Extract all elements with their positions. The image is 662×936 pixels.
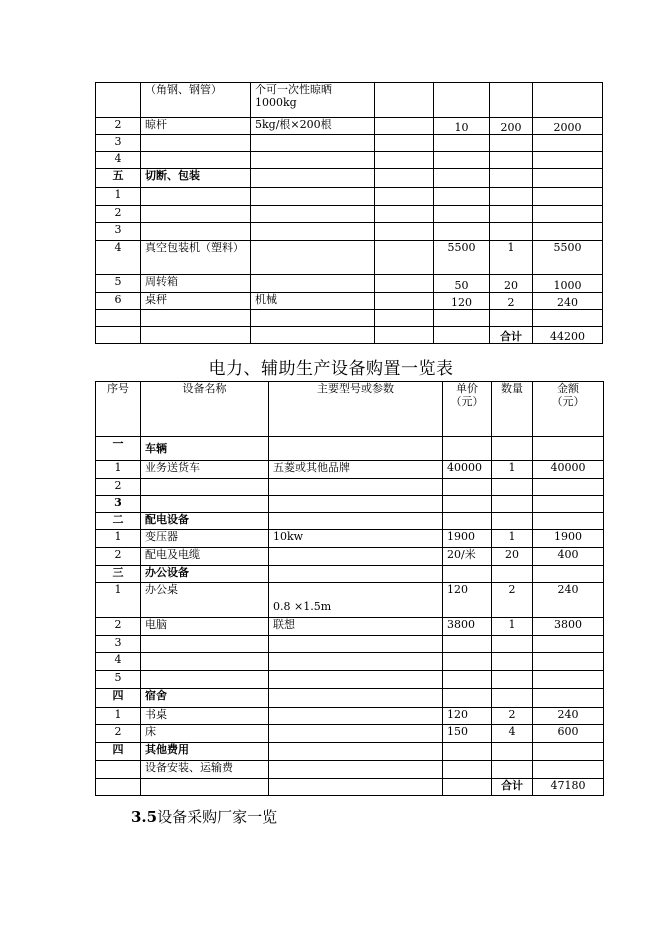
header-qty: 数量: [492, 382, 533, 437]
table-row: [96, 653, 604, 671]
cell-no: 2: [96, 206, 141, 223]
cell-price: [434, 223, 490, 241]
cell-e: [375, 169, 434, 188]
cell-qty: 2: [492, 583, 533, 618]
cell-amount: [533, 310, 603, 327]
cell-price: [434, 310, 490, 327]
table-row: [96, 725, 604, 743]
table-row: [96, 327, 603, 344]
cell-qty: [490, 169, 533, 188]
cell-spec: 五菱或其他品牌: [269, 461, 443, 479]
table-row: [96, 496, 604, 513]
header-no: 序号: [96, 382, 141, 437]
cell-spec: 个可一次性晾晒 1000kg: [251, 83, 375, 118]
cell-e: [375, 83, 434, 118]
cell-price: [434, 327, 490, 344]
cell-name: [141, 152, 251, 169]
cell-no: 2: [96, 479, 141, 496]
cell-qty: 4: [492, 725, 533, 743]
cell-spec: [269, 513, 443, 530]
cell-price: 10: [434, 118, 490, 135]
cell-no: 2: [96, 725, 141, 743]
cell-amount: 400: [533, 548, 604, 566]
cell-name: 书桌: [141, 708, 269, 725]
cell-price: 3800: [443, 618, 492, 636]
cell-no: 6: [96, 293, 141, 310]
cell-price: [443, 513, 492, 530]
table-row: [96, 206, 603, 223]
cell-name: 设备安装、运输费: [141, 761, 269, 779]
cell-qty: 20: [490, 275, 533, 293]
cell-spec: [251, 206, 375, 223]
cell-price: 120: [443, 583, 492, 618]
cell-no: 二: [96, 513, 141, 530]
cell-name: [141, 223, 251, 241]
cell-spec: [269, 689, 443, 708]
cell-spec: 0.8 ×1.5m: [269, 583, 443, 618]
cell-amount: 1900: [533, 530, 604, 548]
cell-qty: 200: [490, 118, 533, 135]
cell-amount: 2000: [533, 118, 603, 135]
cell-name: 办公设备: [141, 566, 269, 583]
cell-name: 切断、包装: [141, 169, 251, 188]
cell-spec: [251, 310, 375, 327]
cell-spec: [269, 743, 443, 761]
cell-spec: [251, 275, 375, 293]
power-equipment-table: [95, 381, 604, 796]
cell-amount: [533, 206, 603, 223]
cell-name: [141, 327, 251, 344]
section-number: 3.5: [131, 808, 158, 826]
equipment-table-continued: [95, 82, 603, 344]
cell-price: [434, 83, 490, 118]
cell-amount: 44200: [533, 327, 603, 344]
cell-qty: 20: [492, 548, 533, 566]
cell-spec: [251, 188, 375, 206]
table-row: [96, 671, 604, 689]
cell-price: 120: [443, 708, 492, 725]
cell-name: 电脑: [141, 618, 269, 636]
cell-spec: [251, 241, 375, 275]
cell-price: [443, 636, 492, 653]
table-row: [96, 461, 604, 479]
table-row: [96, 689, 604, 708]
table-row: [96, 275, 603, 293]
cell-spec: [251, 135, 375, 152]
cell-no: 4: [96, 653, 141, 671]
cell-price: [443, 761, 492, 779]
cell-amount: 40000: [533, 461, 604, 479]
cell-name: [141, 206, 251, 223]
cell-no: 3: [96, 135, 141, 152]
cell-qty: [492, 566, 533, 583]
cell-name: [141, 653, 269, 671]
cell-spec: [251, 223, 375, 241]
cell-price: 120: [434, 293, 490, 310]
cell-no: 4: [96, 241, 141, 275]
table-row: [96, 169, 603, 188]
table-row: [96, 618, 604, 636]
cell-name: 周转箱: [141, 275, 251, 293]
cell-name: [141, 636, 269, 653]
header-row: [96, 382, 604, 437]
cell-price: [443, 566, 492, 583]
cell-amount: [533, 496, 604, 513]
table-row: [96, 479, 604, 496]
cell-no: [96, 310, 141, 327]
section-heading: [131, 806, 277, 827]
cell-no: 5: [96, 275, 141, 293]
cell-price: [434, 169, 490, 188]
cell-qty: [490, 152, 533, 169]
table-row: [96, 223, 603, 241]
cell-amount: 240: [533, 708, 604, 725]
cell-spec: [269, 636, 443, 653]
table-row: [96, 548, 604, 566]
cell-spec: [251, 152, 375, 169]
cell-name: 变压器: [141, 530, 269, 548]
cell-no: 3: [96, 636, 141, 653]
table-row: [96, 708, 604, 725]
cell-no: 四: [96, 743, 141, 761]
cell-qty: [492, 743, 533, 761]
cell-e: [375, 223, 434, 241]
cell-amount: [533, 83, 603, 118]
cell-price: 1900: [443, 530, 492, 548]
cell-spec: [269, 548, 443, 566]
cell-name: [141, 779, 269, 796]
cell-qty: [490, 206, 533, 223]
cell-amount: [533, 636, 604, 653]
cell-name: [141, 135, 251, 152]
cell-price: [434, 188, 490, 206]
cell-qty: 2: [492, 708, 533, 725]
cell-name: 车辆: [141, 437, 269, 461]
cell-no: 五: [96, 169, 141, 188]
table-row: [96, 188, 603, 206]
cell-e: [375, 118, 434, 135]
cell-no: [96, 761, 141, 779]
table-row: [96, 437, 604, 461]
cell-no: 1: [96, 583, 141, 618]
section-text: 设备采购厂家一览: [157, 808, 278, 826]
cell-name: 晾杆: [141, 118, 251, 135]
cell-spec: [269, 653, 443, 671]
table-row: [96, 293, 603, 310]
cell-qty: [490, 310, 533, 327]
cell-name: [141, 188, 251, 206]
cell-qty: [490, 223, 533, 241]
cell-no: 2: [96, 548, 141, 566]
cell-amount: 5500: [533, 241, 603, 275]
cell-spec: [269, 479, 443, 496]
cell-spec: [269, 779, 443, 796]
cell-e: [375, 188, 434, 206]
cell-spec: 机械: [251, 293, 375, 310]
cell-qty: 合计: [490, 327, 533, 344]
cell-name: 真空包装机（塑料）: [141, 241, 251, 275]
cell-price: [434, 135, 490, 152]
cell-qty: [492, 689, 533, 708]
cell-amount: [533, 169, 603, 188]
cell-name: 桌秤: [141, 293, 251, 310]
cell-name: [141, 671, 269, 689]
table-row: [96, 241, 603, 275]
cell-amount: 240: [533, 293, 603, 310]
cell-qty: [492, 671, 533, 689]
cell-qty: [492, 653, 533, 671]
cell-qty: [492, 437, 533, 461]
cell-no: 一: [96, 437, 141, 461]
cell-name: 其他费用: [141, 743, 269, 761]
cell-no: [96, 327, 141, 344]
cell-no: 四: [96, 689, 141, 708]
cell-qty: [492, 513, 533, 530]
cell-no: 1: [96, 461, 141, 479]
cell-spec: 10kw: [269, 530, 443, 548]
cell-qty: [492, 479, 533, 496]
cell-no: 2: [96, 618, 141, 636]
cell-name: （角钢、钢管）: [141, 83, 251, 118]
table-row: [96, 83, 603, 118]
cell-qty: [492, 496, 533, 513]
cell-price: [443, 743, 492, 761]
table-title: 电力、辅助生产设备购置一览表: [208, 359, 454, 379]
cell-amount: [533, 223, 603, 241]
cell-e: [375, 293, 434, 310]
table-row: [96, 310, 603, 327]
cell-price: [434, 206, 490, 223]
cell-amount: [533, 566, 604, 583]
cell-no: [96, 83, 141, 118]
cell-e: [375, 310, 434, 327]
cell-e: [375, 152, 434, 169]
cell-spec: [269, 761, 443, 779]
cell-amount: [533, 479, 604, 496]
cell-qty: [490, 188, 533, 206]
table-row: [96, 583, 604, 618]
cell-no: 3: [96, 223, 141, 241]
cell-qty: [492, 636, 533, 653]
cell-amount: [533, 653, 604, 671]
cell-price: 20/米: [443, 548, 492, 566]
cell-amount: 240: [533, 583, 604, 618]
cell-price: 50: [434, 275, 490, 293]
cell-name: [141, 496, 269, 513]
table-row: [96, 566, 604, 583]
cell-price: [443, 653, 492, 671]
table-row: [96, 118, 603, 135]
cell-qty: [492, 761, 533, 779]
cell-amount: [533, 513, 604, 530]
cell-no: 5: [96, 671, 141, 689]
cell-name: 配电及电缆: [141, 548, 269, 566]
cell-no: 1: [96, 530, 141, 548]
cell-qty: 2: [490, 293, 533, 310]
cell-amount: 1000: [533, 275, 603, 293]
cell-spec: [269, 725, 443, 743]
cell-no: 1: [96, 188, 141, 206]
cell-no: 三: [96, 566, 141, 583]
header-spec: 主要型号或参数: [269, 382, 443, 437]
cell-spec: [269, 708, 443, 725]
header-amount: 金额 （元）: [533, 382, 604, 437]
cell-spec: [269, 671, 443, 689]
cell-price: [443, 779, 492, 796]
table-row: [96, 530, 604, 548]
cell-no: 1: [96, 708, 141, 725]
cell-name: [141, 479, 269, 496]
cell-amount: [533, 743, 604, 761]
table-row: [96, 743, 604, 761]
cell-qty: 1: [492, 530, 533, 548]
cell-spec: [269, 437, 443, 461]
cell-price: [443, 689, 492, 708]
cell-no: 3: [96, 496, 141, 513]
table-row: [96, 779, 604, 796]
cell-e: [375, 327, 434, 344]
cell-amount: [533, 671, 604, 689]
cell-amount: 3800: [533, 618, 604, 636]
cell-amount: [533, 135, 603, 152]
cell-spec: 5kg/根×200根: [251, 118, 375, 135]
cell-name: 办公桌: [141, 583, 269, 618]
cell-qty: 1: [492, 618, 533, 636]
table-row: [96, 152, 603, 169]
table-row: [96, 513, 604, 530]
cell-price: 40000: [443, 461, 492, 479]
cell-price: [443, 479, 492, 496]
cell-amount: 47180: [533, 779, 604, 796]
cell-amount: [533, 188, 603, 206]
cell-spec: [269, 566, 443, 583]
cell-amount: [533, 689, 604, 708]
table-row: [96, 636, 604, 653]
cell-price: 5500: [434, 241, 490, 275]
cell-e: [375, 135, 434, 152]
cell-qty: [490, 135, 533, 152]
cell-no: [96, 779, 141, 796]
cell-e: [375, 206, 434, 223]
cell-name: 配电设备: [141, 513, 269, 530]
cell-name: 业务送货车: [141, 461, 269, 479]
cell-spec: [251, 327, 375, 344]
cell-e: [375, 241, 434, 275]
cell-amount: [533, 152, 603, 169]
cell-spec: [251, 169, 375, 188]
header-name: 设备名称: [141, 382, 269, 437]
cell-qty: 1: [492, 461, 533, 479]
cell-amount: [533, 437, 604, 461]
cell-price: [443, 496, 492, 513]
cell-price: 150: [443, 725, 492, 743]
cell-spec: 联想: [269, 618, 443, 636]
cell-amount: [533, 761, 604, 779]
header-price: 单价 （元）: [443, 382, 492, 437]
cell-qty: 合计: [492, 779, 533, 796]
table-row: [96, 135, 603, 152]
cell-price: [443, 437, 492, 461]
cell-price: [434, 152, 490, 169]
cell-no: 2: [96, 118, 141, 135]
cell-spec: [269, 496, 443, 513]
cell-price: [443, 671, 492, 689]
cell-qty: 1: [490, 241, 533, 275]
cell-qty: [490, 83, 533, 118]
cell-amount: 600: [533, 725, 604, 743]
cell-name: [141, 310, 251, 327]
cell-no: 4: [96, 152, 141, 169]
cell-e: [375, 275, 434, 293]
cell-name: 床: [141, 725, 269, 743]
table-row: [96, 761, 604, 779]
cell-name: 宿舍: [141, 689, 269, 708]
